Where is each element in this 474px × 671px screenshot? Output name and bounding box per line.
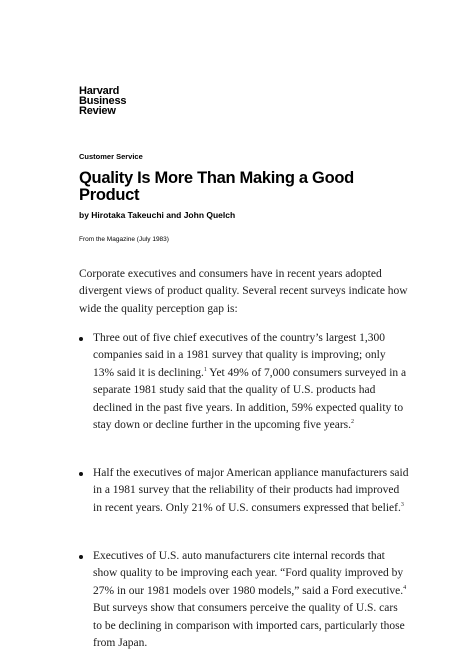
list-item-text-part: Half the executives of major American appliance manufacturers said in a 1981 survey that the reliability of their products had improved in recent years. Only 21% of U.S. consumers expressed that belief. [93,467,409,514]
bullet-dot-icon [79,555,83,559]
byline: by Hirotaka Takeuchi and John Quelch [79,210,236,220]
logo-line-1: Harvard [79,85,120,97]
bullet-dot-icon [79,472,83,476]
list-item [79,548,409,652]
list-item-text [93,465,409,517]
hbr-logo[interactable] [79,86,126,116]
list-item-text [93,330,409,434]
footnote-ref[interactable]: 1 [203,366,207,373]
list-item-text-part: Executives of U.S. auto manufacturers cite internal records that show quality to be improving each year. “Ford quality improved by 27% in our 1981 models over 1980 models,” said a Ford executive. [93,550,404,597]
footnote-ref[interactable]: 4 [403,584,407,591]
logo-line-3: Review [79,105,116,117]
list-item [79,330,409,434]
list-item-text [93,548,409,652]
list-item [79,465,409,517]
list-item-text-part: Three out of five chief executives of the country’s largest 1,300 companies said in a 1981 survey that quality is improving; only 13% said it is declining. [93,332,386,379]
footnote-ref[interactable]: 2 [351,419,355,426]
list-item-text-part: Yet 49% of 7,000 consumers surveyed in a separate 1981 study said that the quality of U.S. products had declined in the past five years. In addition, 59% expected quality to stay down or decline further in the upcoming five years. [93,366,407,432]
list-item-text-part: But surveys show that consumers perceive the quality of U.S. cars to be declining in comparison with imported cars, particularly those from Japan. [93,602,405,650]
bullet-dot-icon [79,337,83,341]
logo-line-2: Business [79,95,127,107]
intro-paragraph: Corporate executives and consumers have in recent years adopted divergent views of product quality. Several recent surveys indicate how wide the quality perception gap is: [79,268,408,315]
article-title: Quality Is More Than Making a Good Product [79,169,354,204]
footnote-ref[interactable]: 3 [400,501,404,508]
section-tag[interactable]: Customer Service [79,152,143,161]
publication-source: From the Magazine (July 1983) [79,236,169,243]
